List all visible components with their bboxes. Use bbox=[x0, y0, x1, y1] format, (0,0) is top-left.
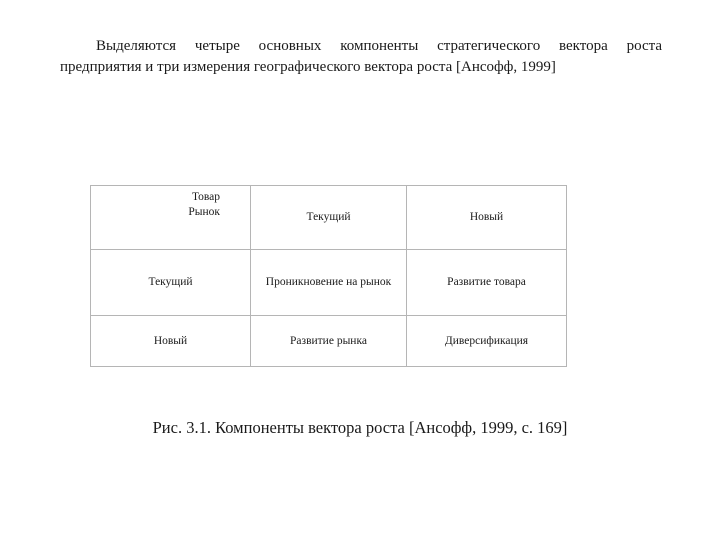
row-header-current: Текущий bbox=[91, 250, 251, 316]
cell-market-penetration: Проникновение на рынок bbox=[251, 250, 407, 316]
intro-paragraph bbox=[60, 36, 662, 78]
cell-product-development: Развитие товара bbox=[407, 250, 567, 316]
col-header-new: Новый bbox=[407, 186, 567, 250]
cell-market-development: Развитие рынка bbox=[251, 316, 407, 367]
intro-line-2: предприятия и три измерения географического вектора роста [Ансофф, 1999] bbox=[60, 59, 556, 75]
corner-product-label: Товар bbox=[191, 191, 220, 203]
cell-diversification: Диверсификация bbox=[407, 316, 567, 367]
intro-line-1: Выделяются четыре основных компоненты стратегического вектора роста bbox=[96, 38, 662, 54]
ansoff-matrix bbox=[90, 185, 567, 367]
col-header-current: Текущий bbox=[251, 186, 407, 250]
matrix-corner-cell bbox=[91, 186, 251, 250]
row-header-new: Новый bbox=[91, 316, 251, 367]
figure-caption: Рис. 3.1. Компоненты вектора роста [Ансофф, 1999, с. 169] bbox=[152, 418, 568, 437]
corner-market-label: Рынок bbox=[188, 206, 220, 218]
